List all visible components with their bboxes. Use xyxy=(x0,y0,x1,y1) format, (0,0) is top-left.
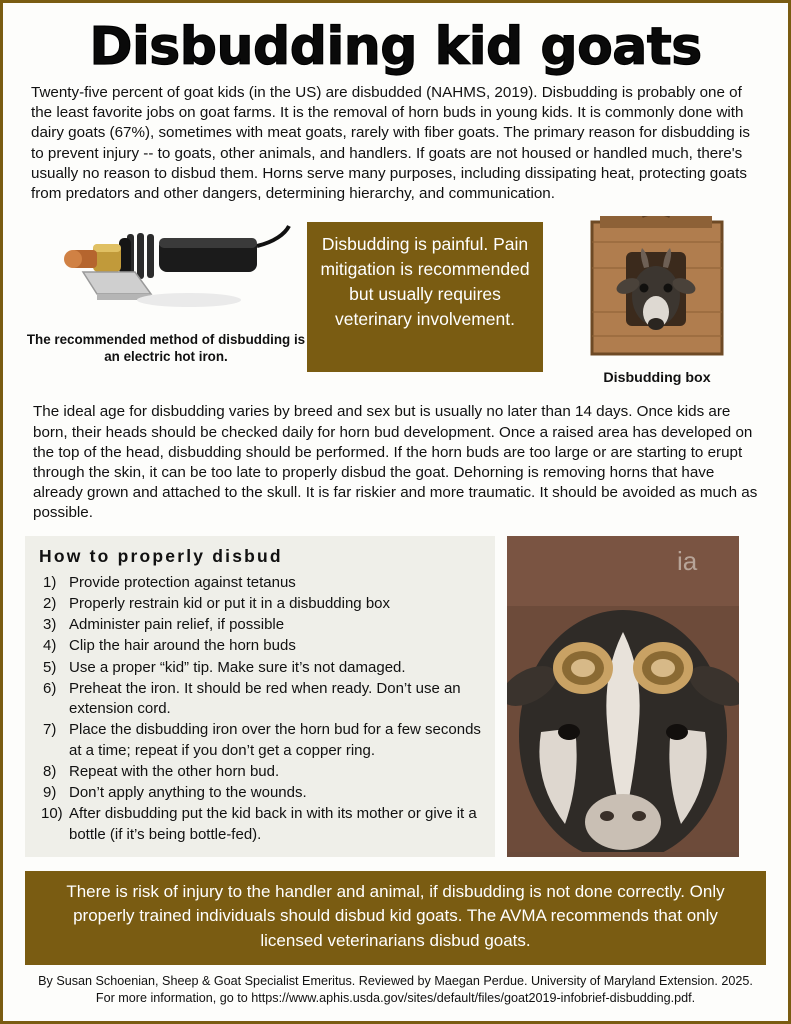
hot-iron-illustration xyxy=(39,216,291,320)
hot-iron-figure xyxy=(25,216,307,366)
pain-callout: Disbudding is painful. Pain mitigation is recommended but usually requires veterinary involvement. xyxy=(307,222,543,372)
hot-iron-caption: The recommended method of disbudding is an electric hot iron. xyxy=(26,332,306,365)
step-number: 3) xyxy=(43,616,57,634)
warning-banner: There is risk of injury to the handler and animal, if disbudding is not done correctly. Only properly trained individuals should disbud kid goats. The AVMA recommends that only licensed veterinarians disbud goats. xyxy=(25,871,766,965)
disbudding-box-figure xyxy=(557,216,757,386)
howto-panel xyxy=(25,536,495,857)
step-number: 9) xyxy=(43,784,57,802)
disbudding-box-caption: Disbudding box xyxy=(603,370,711,387)
list-item xyxy=(35,720,485,761)
age-paragraph: The ideal age for disbudding varies by breed and sex but is usually no later than 14 days. Once kids are born, their heads should be checked daily for horn bud development. Once a raised area has developed on the top of the head, disbudding should be performed. If the horn buds are too large or are starting to erupt through the skin, it can be too late to properly disbud the goat. Dehorning is removing horns that have already grown and attached to the skull. It is far riskier and more traumatic. It should be avoided as much as possible. xyxy=(33,403,758,522)
howto-row xyxy=(25,536,766,857)
list-item xyxy=(35,636,485,656)
step-text: Use a proper “kid” tip. Make sure it’s not damaged. xyxy=(69,658,406,676)
list-item xyxy=(35,573,485,593)
disbudded-kid-photo xyxy=(507,536,739,857)
step-number: 2) xyxy=(43,594,57,612)
list-item xyxy=(35,783,485,803)
disbudding-box-photo xyxy=(586,216,728,362)
step-text: Properly restrain kid or put it in a disbudding box xyxy=(69,594,391,612)
media-row xyxy=(25,216,766,386)
step-number: 8) xyxy=(43,762,57,780)
step-text: After disbudding put the kid back in with its mother or give it a bottle (if it’s being bottle-fed). xyxy=(69,805,477,843)
step-number: 5) xyxy=(43,658,57,676)
step-text: Administer pain relief, if possible xyxy=(69,616,285,634)
page-title: Disbudding kid goats xyxy=(89,17,702,77)
credit-line: By Susan Schoenian, Sheep & Goat Specialist Emeritus. Reviewed by Maegan Perdue. University of Maryland Extension. 2025. For more information, go to https://www.aphis.usda.gov/sites/default/files/goat2019-infobrief-disbudding.pdf. xyxy=(38,973,753,1005)
list-item xyxy=(35,594,485,614)
svg-text:ia: ia xyxy=(677,545,698,576)
list-item xyxy=(35,658,485,678)
list-item xyxy=(35,679,485,720)
howto-heading: How to properly disbud xyxy=(39,545,283,566)
step-text: Repeat with the other horn bud. xyxy=(69,762,280,780)
step-text: Clip the hair around the horn buds xyxy=(69,637,296,655)
list-item xyxy=(35,762,485,782)
intro-paragraph: Twenty-five percent of goat kids (in the US) are disbudded (NAHMS, 2019). Disbudding is probably one of the least favorite jobs on goat farms. It is the removal of horn buds in young kids. It is commonly done with dairy goats (67%), sometimes with meat goats, rarely with fiber goats. The primary reason for disbudding is to prevent injury -- to goats, other animals, and handlers. If goats are not housed or handled much, there's usually no reason to disbud them. Horns serve many purposes, including dissipating heat, protecting goats from predators and other dangers, determining hierarchy, and communication. xyxy=(31,84,750,203)
howto-list xyxy=(35,573,485,845)
step-text: Preheat the iron. It should be red when ready. Don’t use an extension cord. xyxy=(69,679,461,718)
step-number: 7) xyxy=(43,721,57,739)
step-number: 4) xyxy=(43,637,57,655)
step-text: Provide protection against tetanus xyxy=(69,573,296,591)
hot-iron-photo xyxy=(39,216,291,320)
list-item xyxy=(35,804,485,845)
step-text: Don’t apply anything to the wounds. xyxy=(69,784,307,802)
step-number: 1) xyxy=(43,573,57,591)
step-number: 10) xyxy=(41,805,63,823)
step-number: 6) xyxy=(43,679,57,697)
list-item xyxy=(35,615,485,635)
step-text: Place the disbudding iron over the horn bud for a few seconds at a time; repeat if you don’t get a copper ring. xyxy=(69,721,481,759)
disbudded-kid-illustration xyxy=(507,536,739,852)
